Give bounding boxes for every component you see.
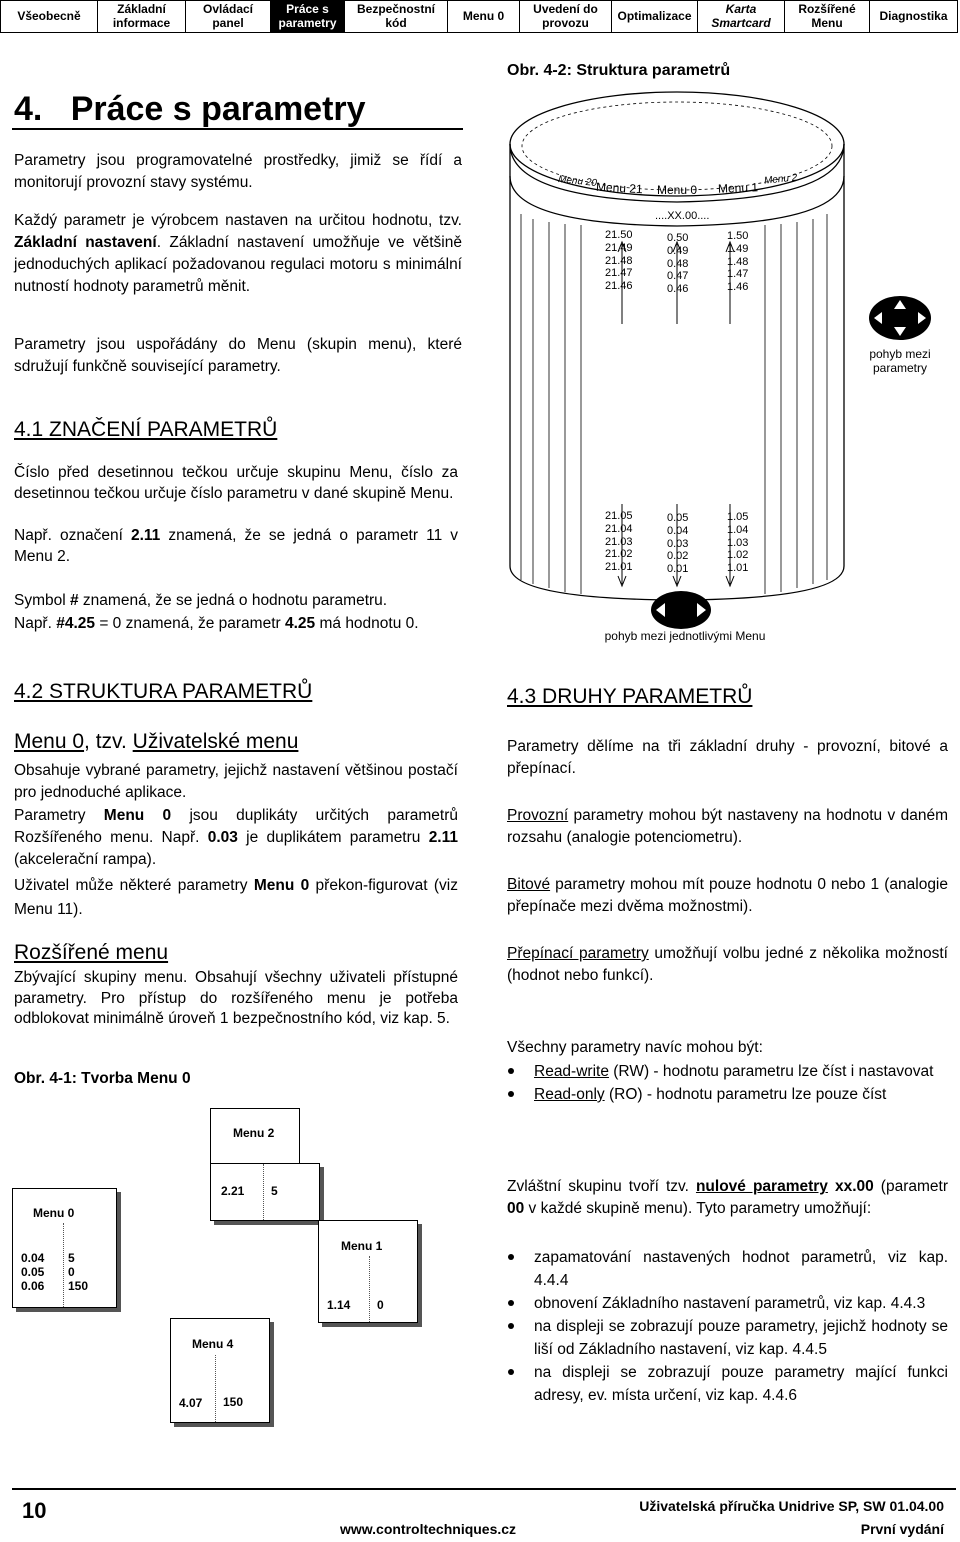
col-21-top: 21.50 21.49 21.48 21.47 21.46 (605, 229, 633, 293)
col-0-bottom: 0.05 0.04 0.03 0.02 0.01 (667, 512, 689, 576)
list-item: obnovení Základního nastavení parametrů, viz kap. 4.4.3 (507, 1292, 948, 1315)
tab-karta-smartcard[interactable]: Karta Smartcard (698, 0, 785, 33)
menu1-box: Menu 1 1.14 0 (318, 1220, 418, 1323)
menu-21-label: Menu 21 (595, 179, 644, 197)
footer-rule (12, 1488, 956, 1490)
rw-ro-list (507, 1060, 948, 1106)
s42-paragraph-2: Parametry Menu 0 jsou duplikáty určitých parametrů Rozšířeného menu. Např. 0.03 je duplikátem parametru 2.11 (akcelerační rampa). (14, 807, 458, 868)
null-params-list (507, 1246, 948, 1407)
menu4-box: Menu 4 4.07 150 (170, 1318, 270, 1423)
tab-vseobecne[interactable]: Všeobecně (0, 0, 98, 33)
s43-paragraph-5: Všechny parametry navíc mohou být: (507, 1039, 763, 1056)
tab-optimalizace[interactable]: Optimalizace (612, 0, 698, 33)
tab-zakladni-informace[interactable]: Základní informace (98, 0, 186, 33)
s43-paragraph-4: Přepínací parametry umožňují volbu jedné z několika možností (hodnot nebo funkcí). (507, 945, 948, 984)
list-item: Read-write (RW) - hodnotu parametru lze číst i nastavovat (507, 1060, 948, 1083)
s41-paragraph-2: Např. označení 2.11 znamená, že se jedná o parametr 11 v Menu 2. (14, 527, 458, 565)
tab-diagnostika[interactable]: Diagnostika (870, 0, 958, 33)
s42-paragraph-1: Obsahuje vybrané parametry, jejichž nastavení většinou postačí pro jednoduché aplikace. (14, 762, 458, 801)
menu-1-label: Menu 1 (717, 180, 759, 196)
s41-paragraph-4: Např. #4.25 = 0 znamená, že parametr 4.25 má hodnotu 0. (14, 615, 419, 632)
footer-title: Uživatelská příručka Unidrive SP, SW 01.04.00 (639, 1498, 944, 1514)
footer-edition: První vydání (860, 1521, 944, 1537)
leftright-label: pohyb mezi jednotlivými Menu (604, 629, 766, 643)
updown-label: pohyb mezi parametry (869, 347, 931, 375)
s42-paragraph-4: Zbývající skupiny menu. Obsahují všechny uživateli přístupné parametry. Pro přístup do rozšířeného menu je potřeba odblokovat minimálně úroveň 1 bezpečnostního kód, viz kap. 5. (14, 969, 458, 1027)
list-item: Read-only (RO) - hodnotu parametru lze pouze číst (507, 1083, 948, 1106)
s42-paragraph-3: Uživatel může některé parametry Menu 0 překon-figurovat (viz Menu 11). (14, 877, 458, 918)
menu-0-label: Menu 0 (657, 183, 698, 197)
menu2-box: Menu 2 (210, 1108, 300, 1220)
col-1-bottom: 1.05 1.04 1.03 1.02 1.01 (727, 511, 749, 575)
menu2-param-box: 2.21 5 (210, 1163, 320, 1221)
title-rule (12, 128, 463, 130)
list-item: na displeji se zobrazují pouze parametry, jejichž hodnoty se liší od Základního nastavení, viz kap. 4.4.5 (507, 1315, 948, 1361)
tab-uvedeni-do-provozu[interactable]: Uvedení do provozu (520, 0, 612, 33)
s43-paragraph-1: Parametry dělíme na tři základní druhy - provozní, bitové a přepínací. (507, 738, 948, 777)
figure-4-1-caption: Obr. 4-1: Tvorba Menu 0 (14, 1070, 191, 1087)
s41-paragraph-3: Symbol # znamená, že se jedná o hodnotu parametru. (14, 592, 388, 609)
tab-rozsirene-menu[interactable]: Rozšířené Menu (785, 0, 870, 33)
page-number: 10 (22, 1498, 47, 1523)
menu0-box: Menu 0 0.04 0.05 0.06 5 0 150 (12, 1188, 117, 1308)
menu-20-label: Menu 20 (557, 173, 598, 190)
intro-paragraph-2: Každý parametr je výrobcem nastaven na určitou hodnotu, tzv. Základní nastavení. Základní nastavení umožňuje ve většině jednoduchých aplikací požadovanou regulaci motoru s minimální nutností hodnoty parametrů měnit. (14, 212, 462, 295)
tab-menu-0[interactable]: Menu 0 (448, 0, 520, 33)
col-0-top: 0.50 0.49 0.48 0.47 0.46 (667, 232, 689, 296)
col-21-bottom: 21.05 21.04 21.03 21.02 21.01 (605, 510, 633, 574)
xx00-label: ....XX.00.... (655, 210, 710, 222)
list-item: na displeji se zobrazují pouze parametry mající funkci adresy, ev. místa určení, viz kap. 4.4.6 (507, 1361, 948, 1407)
section-4-2-title: 4.2 STRUKTURA PARAMETRŮ (14, 680, 313, 703)
tab-ovladaci-panel[interactable]: Ovládací panel (186, 0, 271, 33)
list-item: zapamatování nastavených hodnot parametrů, viz kap. 4.4.4 (507, 1246, 948, 1292)
figure-4-2-caption: Obr. 4-2: Struktura parametrů (507, 62, 731, 79)
s41-paragraph-1: Číslo před desetinnou tečkou určuje skupinu Menu, číslo za desetinnou tečkou určuje číslo parametru v dané skupině Menu. (14, 464, 458, 502)
col-1-top: 1.50 1.49 1.48 1.47 1.46 (727, 230, 749, 294)
footer-url[interactable]: www.controltechniques.cz (340, 1521, 517, 1537)
s43-paragraph-6: Zvláštní skupinu tvoří tzv. nulové parametry xx.00 (parametr 00 v každé skupině menu). Tyto parametry umožňují: (507, 1178, 948, 1217)
rozsirene-menu-heading: Rozšířené menu (14, 941, 169, 964)
s43-paragraph-3: Bitové parametry mohou mít pouze hodnotu 0 nebo 1 (analogie přepínače mezi dvěma možnostmi). (507, 876, 948, 915)
menu0-heading: Menu 0, tzv. Uživatelské menu (14, 730, 299, 753)
section-4-3-title: 4.3 DRUHY PARAMETRŮ (507, 685, 753, 708)
section-4-1-title: 4.1 ZNAČENÍ PARAMETRŮ (14, 418, 278, 441)
intro-paragraph-3: Parametry jsou uspořádány do Menu (skupin menu), které sdružují funkčně související parametry. (14, 336, 462, 375)
chapter-title: 4. Práce s parametry (14, 90, 366, 128)
tab-prace-s-parametry[interactable]: Práce s parametry (271, 0, 345, 33)
menu-2-label: Menu 2 (763, 172, 798, 187)
intro-paragraph-1: Parametry jsou programovatelné prostředky, jimiž se řídí a monitorují provozní stavy systému. (14, 152, 462, 191)
s43-paragraph-2: Provozní parametry mohou být nastaveny na hodnotu v daném rozsahu (analogie potenciometru). (507, 807, 948, 846)
navigation-pad-icon (868, 295, 932, 341)
tab-bezpecnostni-kod[interactable]: Bezpečnostní kód (345, 0, 448, 33)
left-right-pad-icon (650, 590, 712, 630)
